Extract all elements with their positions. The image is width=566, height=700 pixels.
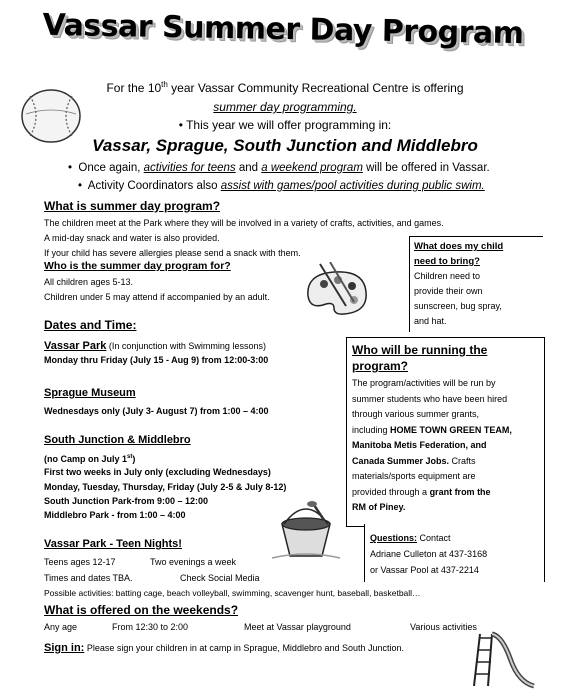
running-line-4 <box>352 423 539 439</box>
intro-bullet2 <box>68 162 548 174</box>
bring-heading-2: need to bring? <box>414 256 480 267</box>
questions-label: Questions: <box>370 533 418 543</box>
sj-note-post: ) <box>132 454 136 464</box>
bullet2-pre: Once again, <box>78 162 144 174</box>
bullet3-link: assist with games/pool activities during public swim. <box>220 180 485 192</box>
bullet2-post: will be offered in Vassar. <box>362 162 490 174</box>
weekends-meet: Meet at Vassar playground <box>244 622 351 632</box>
what-is-heading: What is summer day program? <box>44 199 221 213</box>
bullet2-mid: and <box>235 162 262 174</box>
intro-bullet1 <box>60 118 510 132</box>
slide-icon <box>466 626 538 692</box>
sprague-heading: Sprague Museum <box>44 387 136 399</box>
intro-text-2: year Vassar Community Recreational Centre is offering <box>167 81 464 95</box>
intro-bullet1-text: This year we will offer programming in: <box>186 118 392 132</box>
what-is-line: A mid-day snack and water is also provided. <box>44 233 220 243</box>
intro-text: For the 10 <box>106 81 162 95</box>
running-box <box>346 337 545 527</box>
running-l4-pre: including <box>352 424 391 435</box>
questions-box <box>364 524 545 582</box>
sj-line: Middlebro Park - from 1:00 – 4:00 <box>44 510 186 520</box>
teen-evenings: Two evenings a week <box>150 557 237 567</box>
who-for-line: All children ages 5-13. <box>44 277 134 287</box>
vassar-park-line <box>44 336 266 354</box>
bring-line: sunscreen, bug spray, <box>414 301 502 311</box>
sprague-time: Wednesdays only (July 3- August 7) from 1:00 – 4:00 <box>44 406 269 416</box>
teen-times: Times and dates TBA. <box>44 573 133 583</box>
running-heading-1: Who will be running the <box>352 343 488 357</box>
vassar-park-time: Monday thru Friday (July 15 - Aug 9) from 12:00-3:00 <box>44 355 269 365</box>
bullet3-pre: Activity Coordinators also <box>87 180 221 192</box>
vassar-park-heading: Vassar Park <box>44 340 107 352</box>
running-line: The program/activities will be run by <box>352 378 496 388</box>
running-line-5: Manitoba Metis Federation, and <box>352 440 487 450</box>
paint-palette-icon <box>300 262 372 322</box>
signin-text: Please sign your children in at camp in Sprague, Middlebro and South Junction. <box>84 643 405 653</box>
running-line-6 <box>352 454 539 470</box>
intro-sup: th <box>161 80 168 89</box>
teen-heading: Vassar Park - Teen Nights! <box>44 538 182 550</box>
running-line-8 <box>352 485 539 501</box>
running-line-7: materials/sports equipment are <box>352 471 476 481</box>
what-is-line: The children meet at the Park where they will be involved in a variety of crafts, activities, and games. <box>44 218 444 228</box>
teen-social: Check Social Media <box>180 573 260 583</box>
sj-line: South Junction Park-from 9:00 – 12:00 <box>44 496 209 506</box>
running-line: summer students who have been hired <box>352 393 508 404</box>
weekends-age: Any age <box>44 622 78 632</box>
bullet-icon: • <box>78 180 88 192</box>
intro-bullet3 <box>78 180 558 192</box>
locations-heading: Vassar, Sprague, South Junction and Middlebro <box>92 136 478 155</box>
questions-contact: Contact <box>417 533 451 543</box>
intro-line1 <box>60 80 510 95</box>
running-heading-2: program? <box>352 359 409 373</box>
teen-ages: Teens ages 12-17 <box>44 557 116 567</box>
intro-line2: summer day programming. <box>213 100 357 114</box>
questions-line-1 <box>370 530 539 546</box>
sj-heading: South Junction & Middlebro <box>44 434 191 446</box>
sj-line: First two weeks in July only (excluding Wednesdays) <box>44 467 271 477</box>
page-title: Vassar Summer Day Program <box>42 7 524 52</box>
bring-heading-1: What does my child <box>414 241 504 252</box>
questions-line-3: or Vassar Pool at 437-2214 <box>370 565 479 575</box>
running-l6-post: Crafts <box>449 455 476 466</box>
bring-line: and hat. <box>414 316 447 326</box>
running-l8-pre: provided through a <box>352 486 430 497</box>
who-for-heading: Who is the summer day program for? <box>44 260 231 272</box>
signin-label: Sign in: <box>44 642 85 654</box>
bullet2-weekend: a weekend program <box>261 162 363 174</box>
bring-line: provide their own <box>414 286 483 296</box>
weekends-activities: Various activities <box>410 622 477 632</box>
bring-box <box>409 236 543 332</box>
bullet-icon: • <box>178 118 187 132</box>
weekends-heading: What is offered on the weekends? <box>44 603 239 617</box>
sand-bucket-icon <box>268 498 344 562</box>
sj-note-sup: st <box>127 454 133 460</box>
questions-line-2: Adriane Culleton at 437-3168 <box>370 549 488 559</box>
sj-line: Monday, Tuesday, Thursday, Friday (July 2-5 & July 8-12) <box>44 482 287 492</box>
who-for-line: Children under 5 may attend if accompanied by an adult. <box>44 292 270 302</box>
bring-line: Children need to <box>414 271 481 281</box>
running-l4-bold: HOME TOWN GREEN TEAM, <box>390 424 512 435</box>
bullet2-teens: activities for teens <box>143 162 236 174</box>
running-line-9: RM of Piney. <box>352 502 406 512</box>
running-l8-bold: grant from the <box>429 486 491 497</box>
signin-line <box>44 638 464 656</box>
teen-activities: Possible activities: batting cage, beach volleyball, swimming, scavenger hunt, baseball, basketball… <box>44 588 421 598</box>
sj-note-pre: (no Camp on July 1 <box>44 454 128 464</box>
vassar-park-note: (In conjunction with Swimming lessons) <box>106 341 266 351</box>
what-is-line: If your child has severe allergies please send a snack with them. <box>44 248 301 258</box>
running-line: through various summer grants, <box>352 409 480 419</box>
weekends-time: From 12:30 to 2:00 <box>112 622 189 632</box>
running-l6-bold: Canada Summer Jobs. <box>352 455 450 466</box>
bullet-icon: • <box>68 162 79 174</box>
dates-heading: Dates and Time: <box>44 318 137 332</box>
sj-note <box>44 450 135 466</box>
